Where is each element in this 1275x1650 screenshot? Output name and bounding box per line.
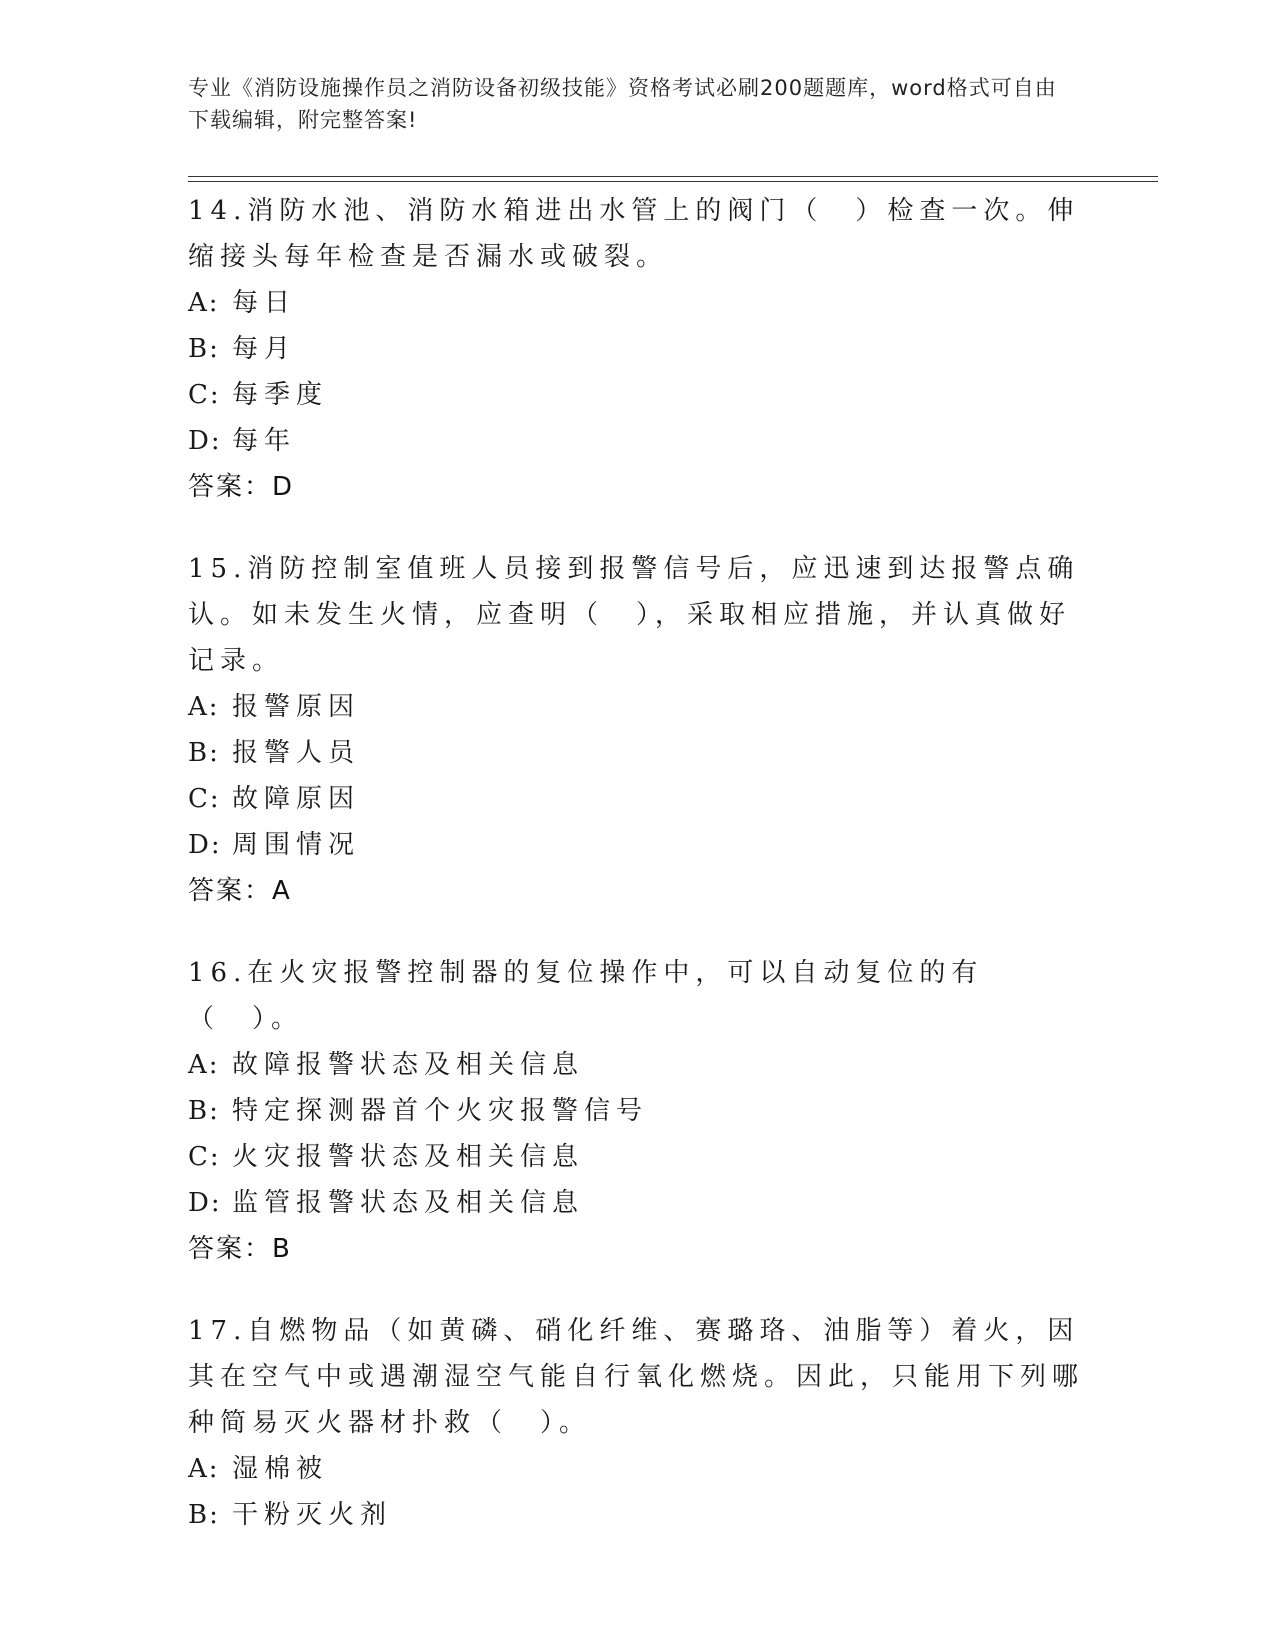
option-text: 每月: [232, 334, 297, 364]
option-key: A:: [188, 692, 220, 722]
option-text: 报警人员: [232, 738, 361, 768]
option-a: [188, 280, 1088, 326]
option-text: 周围情况: [232, 830, 361, 860]
option-key: B:: [188, 334, 220, 364]
option-d: [188, 822, 1088, 868]
header-divider-bottom: [188, 181, 1158, 182]
option-a: [188, 1446, 1088, 1492]
question-stem: 17.自燃物品（如黄磷、硝化纤维、赛璐珞、油脂等）着火，因其在空气中或遇潮湿空气能自行氧化燃烧。因此，只能用下列哪种简易灭火器材扑救（ ）。: [188, 1316, 1085, 1438]
option-text: 每季度: [232, 380, 329, 410]
option-text: 火灾报警状态及相关信息: [232, 1142, 585, 1172]
option-key: B:: [188, 1096, 220, 1126]
option-b: [188, 1492, 1088, 1538]
question-stem: 14.消防水池、消防水箱进出水管上的阀门（ ）检查一次。伸缩接头每年检查是否漏水或破裂。: [188, 196, 1080, 272]
option-d: [188, 1180, 1088, 1226]
option-b: [188, 730, 1088, 776]
option-text: 湿棉被: [232, 1454, 329, 1484]
option-key: B:: [188, 1500, 220, 1530]
question-stem: 15.消防控制室值班人员接到报警信号后，应迅速到达报警点确认。如未发生火情，应查明（ ），采取相应措施，并认真做好记录。: [188, 554, 1080, 676]
question-list: [188, 188, 1088, 1574]
question-item: [188, 950, 1088, 1272]
option-b: [188, 1088, 1088, 1134]
option-a: [188, 684, 1088, 730]
question-item: [188, 546, 1088, 914]
option-a: [188, 1042, 1088, 1088]
option-c: [188, 372, 1088, 418]
option-key: A:: [188, 288, 220, 318]
option-b: [188, 326, 1088, 372]
question-item: [188, 1308, 1088, 1538]
option-text: 每年: [232, 426, 297, 456]
option-key: D:: [188, 1188, 222, 1218]
option-text: 特定探测器首个火灾报警信号: [232, 1096, 649, 1126]
option-text: 每日: [232, 288, 297, 318]
option-key: A:: [188, 1454, 220, 1484]
option-key: C:: [188, 784, 221, 814]
option-key: B:: [188, 738, 220, 768]
option-text: 故障报警状态及相关信息: [232, 1050, 585, 1080]
question-item: [188, 188, 1088, 510]
header-divider-top: [188, 176, 1158, 177]
option-c: [188, 1134, 1088, 1180]
document-header: 专业《消防设施操作员之消防设备初级技能》资格考试必刷200题题库，word格式可自由下载编辑，附完整答案!: [188, 76, 1057, 132]
option-text: 监管报警状态及相关信息: [232, 1188, 585, 1218]
question-stem: 16.在火灾报警控制器的复位操作中，可以自动复位的有（ ）。: [188, 958, 984, 1034]
option-key: A:: [188, 1050, 220, 1080]
option-text: 干粉灭火剂: [232, 1500, 393, 1530]
option-text: 故障原因: [232, 784, 361, 814]
answer-line: 答案：A: [188, 876, 292, 906]
option-key: D:: [188, 830, 222, 860]
answer-line: 答案：B: [188, 1234, 292, 1264]
answer-line: 答案：D: [188, 472, 295, 502]
option-key: D:: [188, 426, 222, 456]
option-text: 报警原因: [232, 692, 361, 722]
option-key: C:: [188, 380, 221, 410]
option-c: [188, 776, 1088, 822]
option-key: C:: [188, 1142, 221, 1172]
option-d: [188, 418, 1088, 464]
